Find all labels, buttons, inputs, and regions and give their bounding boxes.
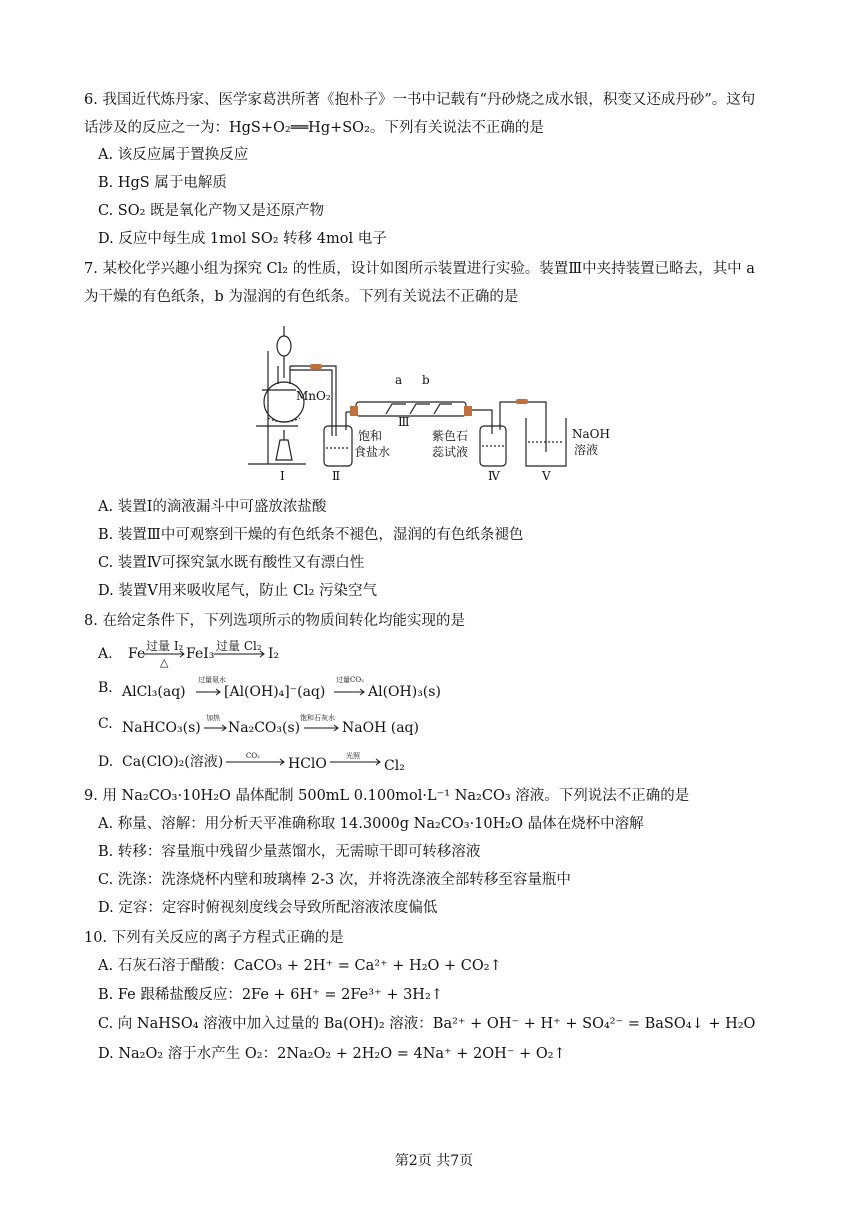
q8-a-c2: 过量 Cl₂ xyxy=(216,639,262,653)
label-naoh1: NaOH xyxy=(572,427,610,441)
q7-option-c: C. 装置Ⅳ可探究氯水既有酸性又有漂白性 xyxy=(98,555,365,571)
q8-d-s2: HClO xyxy=(288,756,327,772)
q8-d-c1: CO₂ xyxy=(246,752,260,760)
q6-option-b: B. HgS 属于电解质 xyxy=(98,175,227,191)
question-6-stem-line1: 6. 我国近代炼丹家、医学家葛洪所著《抱朴子》一书中记载有“丹砂烧之成水银，积变又还成丹砂”。这句 xyxy=(84,92,756,108)
q8-d-s3: Cl₂ xyxy=(384,758,405,774)
q10-option-c: C. 向 NaHSO₄ 溶液中加入过量的 Ba(OH)₂ 溶液：Ba²⁺ + OH⁻ + H⁺ + SO₄²⁻ = BaSO₄↓ + H₂O xyxy=(98,1016,756,1032)
q8-d-c2: 光照 xyxy=(346,752,360,760)
label-sat2: 食盐水 xyxy=(354,445,391,459)
q9-option-d: D. 定容：定容时俯视刻度线会导致所配溶液浓度偏低 xyxy=(98,900,438,916)
q8-a-d1: △ xyxy=(160,656,169,669)
label-III: Ⅲ xyxy=(398,415,410,429)
label-II: Ⅱ xyxy=(332,469,341,483)
q8-c-c2: 饱和石灰水 xyxy=(300,714,335,722)
q6-option-c: C. SO₂ 既是氧化产物又是还原产物 xyxy=(98,203,325,219)
q10-option-a: A. 石灰石溶于醋酸：CaCO₃ + 2H⁺ = Ca²⁺ + H₂O + CO₂↑ xyxy=(98,958,502,974)
q8-c-label: C. xyxy=(98,716,113,732)
q9-option-a: A. 称量、溶解：用分析天平准确称取 14.3000g Na₂CO₃·10H₂O 晶体在烧杯中溶解 xyxy=(98,816,644,832)
question-7-stem-line1: 7. 某校化学兴趣小组为探究 Cl₂ 的性质，设计如图所示装置进行实验。装置Ⅲ中夹持装置已略去，其中 a xyxy=(84,261,755,277)
label-b: b xyxy=(422,373,430,387)
q10-option-d: D. Na₂O₂ 溶于水产生 O₂：2Na₂O₂ + 2H₂O = 4Na⁺ + 2OH⁻ + O₂↑ xyxy=(98,1046,566,1062)
label-sat1: 饱和 xyxy=(358,429,383,443)
q8-d-s1: Ca(ClO)₂(溶液) xyxy=(122,754,224,770)
question-8-stem: 8. 在给定条件下，下列选项所示的物质间转化均能实现的是 xyxy=(84,613,465,629)
q8-d-label: D. xyxy=(98,754,114,770)
page-footer: 第2页 共7页 xyxy=(394,1153,474,1169)
q8-a-s1: Fe xyxy=(128,646,146,662)
label-IV: Ⅳ xyxy=(488,469,500,483)
q8-b-c1: 过量氨水 xyxy=(198,676,226,684)
q9-option-c: C. 洗涤：洗涤烧杯内壁和玻璃棒 2-3 次，并将洗涤液全部转移至容量瓶中 xyxy=(98,872,571,888)
q8-a-s3: I₂ xyxy=(268,646,280,662)
q8-a-s2: FeI₃ xyxy=(186,646,215,662)
q8-b-label: B. xyxy=(98,680,113,696)
question-8-options xyxy=(98,636,618,780)
q8-c-s2: Na₂CO₃(s) xyxy=(228,720,301,736)
q7-option-b: B. 装置Ⅲ中可观察到干燥的有色纸条不褪色，湿润的有色纸条褪色 xyxy=(98,527,524,543)
q8-a-label: A. xyxy=(98,646,113,662)
q6-option-d: D. 反应中每生成 1mol SO₂ 转移 4mol 电子 xyxy=(98,231,387,247)
question-7-stem-line2: 为干燥的有色纸条，b 为湿润的有色纸条。下列有关说法不正确的是 xyxy=(84,289,519,305)
label-lit2: 蕊试液 xyxy=(432,445,469,459)
q7-option-a: A. 装置Ⅰ的滴液漏斗中可盛放浓盐酸 xyxy=(98,499,327,515)
label-naoh2: 溶液 xyxy=(574,443,599,457)
q10-option-b: B. Fe 跟稀盐酸反应：2Fe + 6H⁺ = 2Fe³⁺ + 3H₂↑ xyxy=(98,987,443,1003)
q8-c-c1: 加热 xyxy=(206,714,220,722)
question-6-stem-line2: 话涉及的反应之一为：HgS+O₂══Hg+SO₂。下列有关说法不正确的是 xyxy=(84,120,544,136)
chlorine-apparatus-diagram xyxy=(246,326,616,486)
question-9-stem: 9. 用 Na₂CO₃·10H₂O 晶体配制 500mL 0.100mol·L⁻¹ Na₂CO₃ 溶液。下列说法不正确的是 xyxy=(84,788,690,804)
label-V: Ⅴ xyxy=(542,469,551,483)
q8-c-s3: NaOH (aq) xyxy=(342,720,419,736)
q9-option-b: B. 转移：容量瓶中残留少量蒸馏水，无需晾干即可转移溶液 xyxy=(98,844,481,860)
q7-option-d: D. 装置Ⅴ用来吸收尾气，防止 Cl₂ 污染空气 xyxy=(98,583,378,599)
question-10-stem: 10. 下列有关反应的离子方程式正确的是 xyxy=(84,930,344,946)
label-I: Ⅰ xyxy=(280,469,285,483)
question-7 xyxy=(84,255,804,311)
q8-b-s1: AlCl₃(aq) xyxy=(122,684,186,700)
q8-b-s2: [Al(OH)₄]⁻(aq) xyxy=(224,684,326,700)
label-mno2: MnO₂ xyxy=(296,389,331,403)
label-lit1: 紫色石 xyxy=(432,429,469,443)
q8-a-c1: 过量 I₂ xyxy=(146,639,184,653)
q8-c-s1: NaHCO₃(s) xyxy=(122,720,201,736)
q8-b-c2: 过量CO₂ xyxy=(336,676,364,684)
q6-option-a: A. 该反应属于置换反应 xyxy=(98,147,249,163)
q8-b-s3: Al(OH)₃(s) xyxy=(368,684,441,700)
label-a: a xyxy=(395,373,403,387)
question-6 xyxy=(84,86,804,142)
